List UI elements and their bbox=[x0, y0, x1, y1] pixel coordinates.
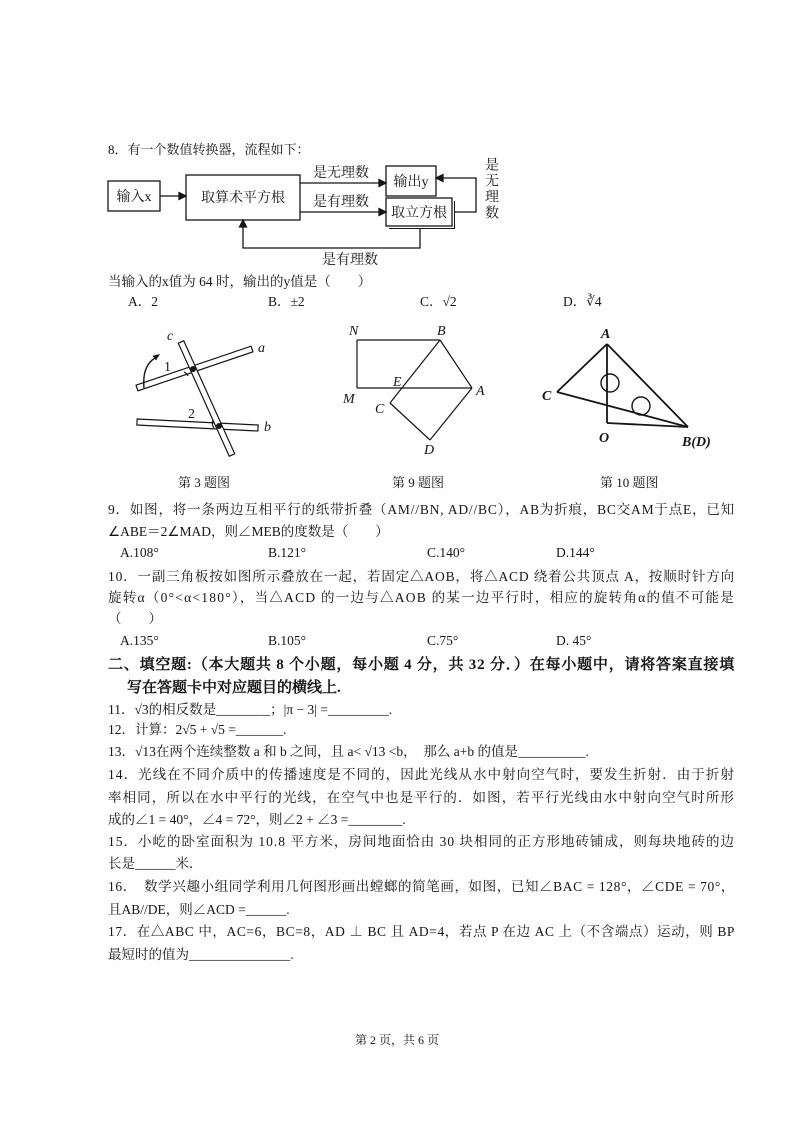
fig10-diagram bbox=[557, 344, 688, 427]
arrowhead bbox=[240, 220, 247, 227]
q9-option-a: A.108° bbox=[120, 545, 159, 560]
label-O: O bbox=[599, 431, 610, 446]
q10-line-2: 旋转α（0°<α<180°），当△ACD 的一边与△AOB 的某一边平行时，相应的旋转角α的值不可能是 bbox=[108, 590, 735, 605]
label-A: A bbox=[601, 327, 611, 342]
q10-line-3: （ ） bbox=[108, 611, 162, 626]
q10-option-d: D. 45° bbox=[556, 633, 592, 648]
label-B: B bbox=[437, 324, 446, 339]
label-a: a bbox=[258, 341, 265, 356]
edge-CD bbox=[557, 392, 688, 427]
section2-heading-line-2: 写在答题卡中对应题目的横线上. bbox=[127, 680, 341, 696]
q17-line-1: 17．在△ABC 中，AC=6，BC=8，AD ⊥ BC 且 AD=4，若点 P 在边 AC 上（不含端点）运动，则 BP bbox=[108, 924, 735, 939]
label-D: D bbox=[424, 443, 435, 458]
branch-irrational-label: 是无理数 bbox=[313, 166, 369, 181]
input-box-label: 输入x bbox=[116, 190, 152, 205]
arrowhead bbox=[379, 180, 386, 187]
q8-option-d: D．∛4 bbox=[563, 294, 602, 309]
arrowhead bbox=[379, 209, 386, 216]
q12: 12．计算：2√5 + √5 =_______. bbox=[108, 722, 287, 737]
q9-line-2: ∠ABE＝2∠MAD，则∠MEB的度数是（ ） bbox=[108, 524, 389, 539]
label-b: b bbox=[264, 420, 271, 435]
q9-option-c: C.140° bbox=[427, 545, 466, 560]
q16-line-2: 且AB//DE，则∠ACD =______. bbox=[108, 902, 290, 917]
q13: 13．√13在两个连续整数 a 和 b 之间，且 a< √13 <b， 那么 a+b 的值是__________. bbox=[108, 744, 589, 759]
arrowhead bbox=[436, 175, 443, 182]
line-b-strip bbox=[137, 419, 258, 431]
label-C: C bbox=[542, 389, 552, 404]
page-footer: 第 2 页，共 6 页 bbox=[354, 1033, 439, 1047]
q8-option-c: C．√2 bbox=[420, 294, 457, 309]
label-c: c bbox=[167, 329, 174, 344]
q9-option-b: B.121° bbox=[268, 545, 307, 560]
q15-line-1: 15．小屹的卧室面积为 10.8 平方米，房间地面恰由 30 块相同的正方形地砖铺成，则每块地砖的边 bbox=[108, 834, 735, 849]
fig3-diagram bbox=[136, 341, 258, 456]
label-N: N bbox=[349, 324, 359, 339]
set-square-hole-1 bbox=[601, 374, 619, 392]
label-M: M bbox=[343, 392, 355, 407]
label-A: A bbox=[476, 384, 485, 399]
q8-option-a: A．2 bbox=[128, 294, 158, 309]
label-angle-1: 1 bbox=[164, 360, 171, 375]
fig3-caption: 第 3 题图 bbox=[178, 475, 231, 490]
q9-option-d: D.144° bbox=[556, 545, 595, 560]
fig9-diagram bbox=[357, 340, 472, 440]
loop-rational-label: 是有理数 bbox=[322, 253, 378, 268]
label-B-D: B(D) bbox=[682, 435, 711, 450]
edge-BC bbox=[390, 340, 440, 403]
set-square-hole-2 bbox=[632, 397, 650, 415]
fig10-caption: 第 10 题图 bbox=[600, 475, 659, 490]
label-E: E bbox=[393, 375, 402, 390]
sqrt-box-label: 取算术平方根 bbox=[201, 191, 285, 206]
edge-AC bbox=[557, 344, 607, 392]
edge-CD bbox=[390, 403, 430, 440]
q10-line-1: 10．一副三角板按如图所示叠放在一起，若固定△AOB，将△ACD 绕着公共顶点 A，按顺时针方向 bbox=[108, 569, 735, 584]
q15-line-2: 长是______米． bbox=[108, 856, 203, 871]
intersection-1-dot bbox=[190, 366, 196, 372]
fig9-labels bbox=[342, 324, 485, 458]
q16-line-1: 16． 数学兴趣小组同学利用几何图形画出螳螂的简笔画，如图，已知∠BAC = 128°，∠CDE = 70°， bbox=[108, 879, 735, 894]
edge-DA bbox=[430, 388, 472, 440]
loop-irrational-label: 是无理数 bbox=[483, 157, 498, 221]
fig10-labels bbox=[542, 327, 711, 450]
output-box-label: 输出y bbox=[393, 175, 429, 190]
q8-option-b: B．±2 bbox=[268, 294, 305, 309]
cbrt-box-label: 取立方根 bbox=[391, 206, 447, 221]
q9-line-1: 9．如图，将一条两边互相平行的纸带折叠（AM//BN, AD//BC），AB为折痕，BC交AM于点E，已知 bbox=[108, 502, 735, 517]
q11: 11．√3的相反数是________；|π − 3| =_________. bbox=[108, 702, 393, 717]
label-C: C bbox=[375, 402, 385, 417]
q14-line-3: 成的∠1 = 40°，∠4 = 72°，则∠2 + ∠3 =________. bbox=[108, 812, 406, 827]
q10-option-b: B.105° bbox=[268, 633, 307, 648]
arrowhead bbox=[179, 193, 186, 200]
label-angle-2: 2 bbox=[188, 407, 195, 422]
q17-line-2: 最短时的值为_______________. bbox=[108, 947, 294, 962]
intersection-2-dot bbox=[216, 423, 222, 429]
section2-heading-line-1: 二、填空题:（本大题共 8 个小题，每小题 4 分，共 32 分．）在每小题中，请将答案直接填 bbox=[108, 657, 735, 673]
q14-line-2: 率相同，所以在水中平行的光线，在空气中也是平行的．如图，若平行光线由水中射向空气时所形 bbox=[108, 790, 735, 805]
fold-AB bbox=[440, 340, 472, 388]
branch-rational-label: 是有理数 bbox=[313, 195, 369, 210]
q8-flowchart-labels bbox=[117, 164, 448, 268]
q8-question: 当输入的x值为 64 时，输出的y值是（ ） bbox=[108, 274, 372, 289]
q10-option-a: A.135° bbox=[120, 633, 159, 648]
fig9-caption: 第 9 题图 bbox=[392, 475, 445, 490]
q8-stem: 8．有一个数值转换器，流程如下： bbox=[108, 142, 310, 157]
q10-option-c: C.75° bbox=[427, 633, 459, 648]
q14-line-1: 14．光线在不同介质中的传播速度是不同的，因此光线从水中射向空气时，要发生折射．由于折射 bbox=[108, 767, 735, 782]
